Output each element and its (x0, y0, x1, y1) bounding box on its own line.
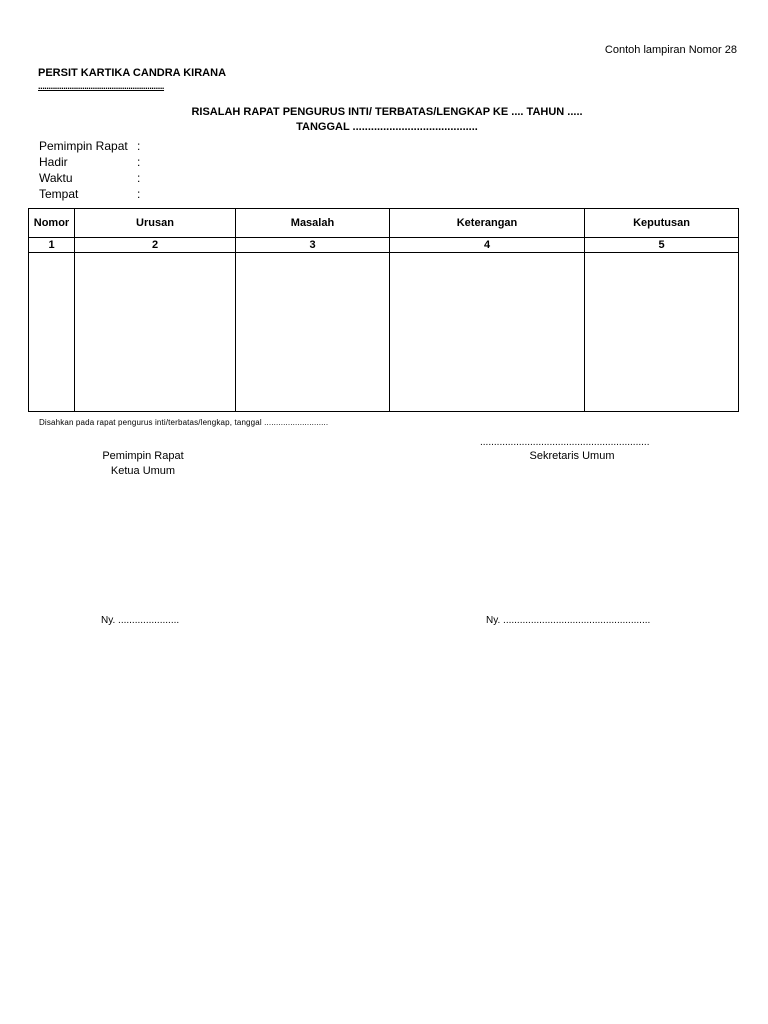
minutes-table (28, 208, 739, 412)
header-nomor: Nomor (29, 209, 75, 238)
info-separator: : (137, 187, 141, 201)
document-title: RISALAH RAPAT PENGURUS INTI/ TERBATAS/LENGKAP KE .... TAHUN ..... (191, 106, 583, 118)
left-signature-title: Ketua Umum (110, 465, 176, 477)
column-number-row (29, 238, 739, 253)
column-number: 1 (29, 238, 75, 253)
left-signature-role: Pemimpin Rapat (102, 450, 184, 462)
table-cell (390, 253, 585, 412)
table-cell (585, 253, 739, 412)
organization-dots: ............................................................ (38, 81, 165, 91)
info-label: Tempat (39, 187, 79, 201)
secretary-date-dots: ............................................................. (480, 437, 650, 448)
info-row-tempat (39, 187, 140, 201)
column-number: 3 (236, 238, 390, 253)
left-signature-name: Ny. ...................... (101, 615, 180, 626)
column-number: 4 (390, 238, 585, 253)
info-separator: : (137, 155, 141, 169)
header-urusan: Urusan (75, 209, 236, 238)
right-signature-name: Ny. ..................................................... (486, 615, 651, 626)
info-row-pemimpin (39, 139, 140, 153)
table-cell (29, 253, 75, 412)
column-number: 2 (75, 238, 236, 253)
approval-text: Disahkan pada rapat pengurus inti/terbatas/lengkap, tanggal ........................... (39, 418, 329, 427)
info-label: Waktu (39, 171, 73, 185)
info-separator: : (137, 171, 141, 185)
document-date-line: TANGGAL ......................................... (296, 121, 478, 133)
header-masalah: Masalah (236, 209, 390, 238)
info-separator: : (137, 139, 141, 153)
info-row-waktu (39, 171, 140, 185)
info-label: Pemimpin Rapat (39, 139, 128, 153)
header-keputusan: Keputusan (585, 209, 739, 238)
table-cell (236, 253, 390, 412)
right-signature-role: Sekretaris Umum (529, 450, 615, 462)
column-number: 5 (585, 238, 739, 253)
table-header-row (29, 209, 739, 238)
header-keterangan: Keterangan (390, 209, 585, 238)
info-row-hadir (39, 155, 140, 169)
table-body-row (29, 253, 739, 412)
organization-name: PERSIT KARTIKA CANDRA KIRANA (38, 67, 227, 79)
table-cell (75, 253, 236, 412)
attachment-label: Contoh lampiran Nomor 28 (604, 44, 737, 56)
info-label: Hadir (39, 155, 68, 169)
